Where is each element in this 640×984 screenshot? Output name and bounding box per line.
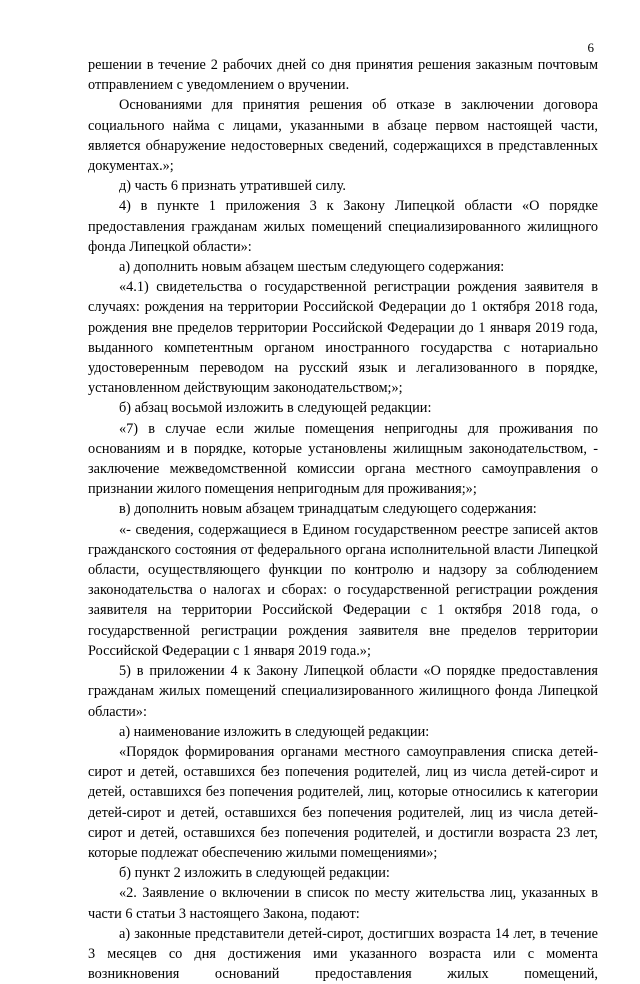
paragraph: д) часть 6 признать утратившей силу. <box>119 178 346 195</box>
paragraph: Основаниями для принятия решения об отказе в заключении договора социального найма с лицами, указанными в абзаце первом настоящей части, является обнаружение недостоверных сведений, содержащихся в представленных документах.»; <box>88 97 598 175</box>
paragraph: 5) в приложении 4 к Закону Липецкой области «О порядке предоставления гражданам жилых помещений специализированного жилищного фонда Липецкой области»: <box>88 663 598 720</box>
paragraph: «- сведения, содержащиеся в Едином государственном реестре записей актов гражданского состояния от федерального органа исполнительной власти Липецкой области, осуществляющего функции по контролю и надзору за соблюдением законодательства о налогах и сборах: о государственной регистрации рождения заявителя на территории Российской Федерации с 1 октября 2018 года, о государственной регистрации рождения заявителя вне пределов территории Российской Федерации с 1 января 2019 года.»; <box>88 521 598 659</box>
paragraph: б) абзац восьмой изложить в следующей редакции: <box>119 400 432 417</box>
paragraph: «4.1) свидетельства о государственной регистрации рождения заявителя в случаях: рождения на территории Российской Федерации до 1 октября 2018 года, рождения вне пределов территории Российской Федерации до 1 января 2019 года, выданного компетентным органом иностранного государства с нотариально удостоверенным переводом на русский язык и легализованного в порядке, установленном действующим законодательством;»; <box>88 279 598 397</box>
paragraph: решении в течение 2 рабочих дней со дня принятия решения заказным почтовым отправлением с уведомлением о вручении. <box>88 57 598 94</box>
paragraph: «7) в случае если жилые помещения непригодны для проживания по основаниям и в порядке, которые установлены жилищным законодательством, - заключение межведомственной комиссии органа местного самоуправления о признании жилого помещения непригодным для проживания;»; <box>88 420 598 498</box>
paragraph: «2. Заявление о включении в список по месту жительства лиц, указанных в части 6 статьи 3 настоящего Закона, подают: <box>88 885 598 922</box>
paragraph: б) пункт 2 изложить в следующей редакции: <box>119 865 390 882</box>
paragraph: 4) в пункте 1 приложения 3 к Закону Липецкой области «О порядке предоставления гражданам жилых помещений специализированного жилищного фонда Липецкой области»: <box>88 198 598 255</box>
paragraph: в) дополнить новым абзацем тринадцатым следующего содержания: <box>119 501 537 518</box>
paragraph: «Порядок формирования органами местного самоуправления списка детей-сирот и детей, оставшихся без попечения родителей, лиц из числа детей-сирот и детей, оставшихся без попечения родителей, лиц, которые относились к категории детей-сирот и детей, оставшихся без попечения родителей, лиц из числа детей-сирот и детей, оставшихся без попечения родителей, и достигли возраста 23 лет, которые подлежат обеспечению жилыми помещениями»; <box>88 743 598 861</box>
document-body <box>88 55 598 984</box>
paragraph: а) дополнить новым абзацем шестым следующего содержания: <box>119 259 505 276</box>
paragraph: а) наименование изложить в следующей редакции: <box>119 723 430 740</box>
paragraph: а) законные представители детей-сирот, достигших возраста 14 лет, в течение 3 месяцев со дня достижения ими указанного возраста или с момента возникновения оснований предоставления жилых помещений, <box>88 925 598 983</box>
page-number: 6 <box>587 40 594 55</box>
